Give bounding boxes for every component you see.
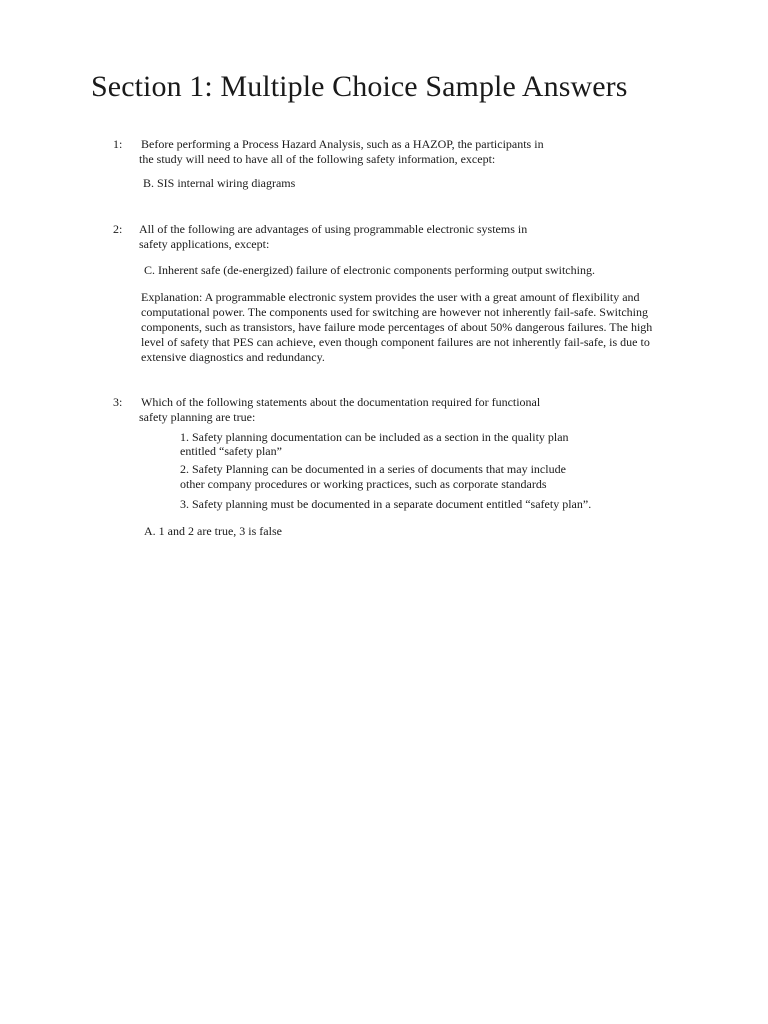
answer: B. SIS internal wiring diagrams bbox=[143, 176, 296, 190]
explanation-line: computational power. The components used for switching are however not inherently fail-safe. Switching bbox=[141, 305, 648, 319]
statement-line: entitled “safety plan” bbox=[180, 444, 282, 458]
explanation-line: extensive diagnostics and redundancy. bbox=[141, 350, 325, 364]
statement-line: other company procedures or working practices, such as corporate standards bbox=[180, 477, 547, 491]
explanation-line: Explanation: A programmable electronic system provides the user with a great amount of flexibility and bbox=[141, 290, 640, 304]
statement-line: 1. Safety planning documentation can be included as a section in the quality plan bbox=[180, 430, 569, 444]
question-text-line: Before performing a Process Hazard Analysis, such as a HAZOP, the participants in bbox=[141, 137, 544, 151]
statement-line: 2. Safety Planning can be documented in a series of documents that may include bbox=[180, 462, 566, 476]
question-number: 1: bbox=[113, 137, 123, 151]
question-text-line: Which of the following statements about the documentation required for functional bbox=[141, 395, 541, 409]
explanation-line: components, such as transistors, have failure mode percentages of about 50% dangerous failures. The high bbox=[141, 320, 653, 334]
explanation-line: level of safety that PES can achieve, even though component failures are not inherently fail-safe, is due to bbox=[141, 335, 650, 349]
statement-line: 3. Safety planning must be documented in a separate document entitled “safety plan”. bbox=[180, 497, 592, 511]
answer: A. 1 and 2 are true, 3 is false bbox=[144, 524, 282, 538]
answer: C. Inherent safe (de-energized) failure of electronic components performing output switching. bbox=[144, 263, 595, 277]
page-title: Section 1: Multiple Choice Sample Answers bbox=[91, 70, 628, 103]
question-text-line: All of the following are advantages of using programmable electronic systems in bbox=[139, 222, 528, 236]
question-text-line: the study will need to have all of the following safety information, except: bbox=[139, 152, 496, 166]
question-number: 3: bbox=[113, 395, 123, 409]
question-text-line: safety planning are true: bbox=[139, 410, 256, 424]
question-number: 2: bbox=[113, 222, 123, 236]
question-text-line: safety applications, except: bbox=[139, 237, 270, 251]
